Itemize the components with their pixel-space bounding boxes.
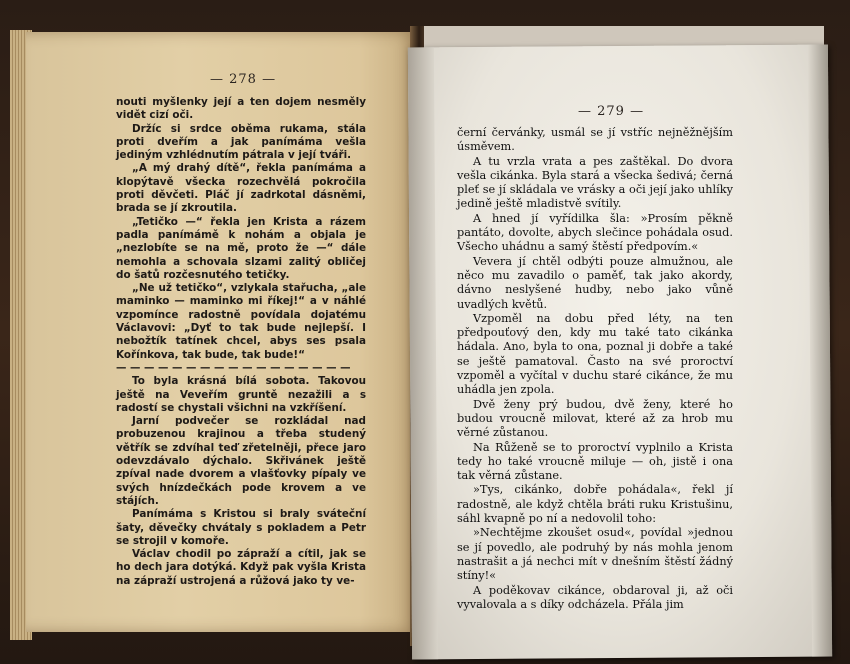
paragraph: černí červánky, usmál se jí vstříc nejněžnějším úsměvem. — [457, 126, 733, 154]
paragraph: Držíc si srdce oběma rukama, stála proti dveřím a jak panímáma vešla jediným vzhlédnutím pátrala v její tváři. — [116, 122, 366, 162]
paragraph: „A mý drahý dítě“, řekla panímáma a klopýtavě všecka rozechvělá pokročila proti děvčeti. Pláč jí zadrkotal dásněmi, brada se jí zkroutila. — [116, 162, 366, 215]
paragraph: Václav chodil po zápraží a cítil, jak se ho dech jara dotýká. Když pak vyšla Krista na zápraží ustrojená a růžová jako ty ve- — [116, 548, 366, 587]
paragraph: Vevera jí chtěl odbýti pouze almužnou, ale něco mu zavadilo o paměť, tak jako akordy, dávno neslyšené hudby, nebo jako vůně uvadlých květů. — [457, 254, 733, 311]
paragraph: Jarní podvečer se rozkládal nad probuzenou krajinou a třeba studený větřík se zdvíhal teď zřetelněji, přece jaro odevzdávalo dýchalo. Skřivánek ještě zpíval nade dvorem a vlašťovky pípaly ve svých hnízdečkách pode krovem a ve stájích. — [116, 415, 366, 507]
paragraph: Vzpoměl na dobu před léty, na ten předpouťový den, kdy mu také tato cikánka hádala. Ano, byla to ona, poznal ji dobře a také se ještě pamatoval. Často na své proroctví vzpoměl a vyčítal v duchu staré cikánce, že mu uhádla jen zpola. — [457, 311, 733, 397]
section-separator: — — — — — — — — — — — — — — — — — — [116, 361, 351, 374]
paragraph: »Tys, cikánko, dobře pohádala«, řekl jí radostně, ale když chtěla bráti ruku Kristušinu, sáhl kvapně po ní a nedovolil toho: — [457, 483, 733, 526]
paragraph: nouti myšlenky její a ten dojem nesměly vidět cizí oči. — [116, 96, 366, 122]
right-page-number: — 279 — — [578, 104, 645, 119]
paragraph: »Nechtějme zkoušet osud«, povídal »jednou se jí povedlo, ale podruhý by nás mohla jenom nastrašit a já nechci mít v dnešním štěstí žádný stíny!« — [457, 526, 733, 583]
left-page-number: — 278 — — [210, 72, 277, 87]
paragraph: „Tetičko —“ řekla jen Krista a rázem padla panímámě k nohám a objala je „nezlobíte se na mě, proto že —“ dále nemohla a schovala slzami zalitý obličej do šatů rozčesnutého tetičky. — [116, 215, 366, 281]
paragraph: A poděkovav cikánce, obdaroval ji, až oči vyvalovala a s díky odcházela. Přála jim — [457, 583, 733, 611]
paragraph: A tu vrzla vrata a pes zaštěkal. Do dvora vešla cikánka. Byla stará a všecka šedivá; černá pleť se jí skládala ve vrásky a oči její jako uhlíky jedině ještě mladistvě svítily. — [457, 154, 733, 211]
paragraph: Dvě ženy prý budou, dvě ženy, které ho budou vroucně milovat, které až za hrob mu věrné zůstanou. — [457, 397, 733, 440]
right-page-text — [457, 126, 733, 612]
left-page-text — [116, 96, 366, 588]
paragraph: To byla krásná bílá sobota. Takovou ještě na Veveřím gruntě nezažili a s radostí se chystali všichni na vzkříšení. — [116, 375, 366, 414]
paragraph: Na Růženě se to proroctví vyplnilo a Krista tedy ho také vroucně miluje — oh, jistě i ona tak věrná zůstane. — [457, 440, 733, 483]
paragraph: „Ne už tetičko“, vzlykala stařucha, „ale maminko — maminko mi říkej!“ a v náhlé vzpomínce radostně povídala dojatému Václavovi: „Dyť to tak bude nejlepší. I nebožtík tatínek chcel, abys ses psala Kořínkova, tak bude, tak bude!“ — [116, 282, 366, 361]
paragraph: A hned jí vyřídilka šla: »Prosím pěkně pantáto, dovolte, abych slečince pohádala osud. Všecho uhádnu a samý štěstí předpovím.« — [457, 211, 733, 254]
paragraph: Panímáma s Kristou si braly sváteční šaty, děvečky chvátaly s pokladem a Petr se strojil v komoře. — [116, 508, 366, 547]
